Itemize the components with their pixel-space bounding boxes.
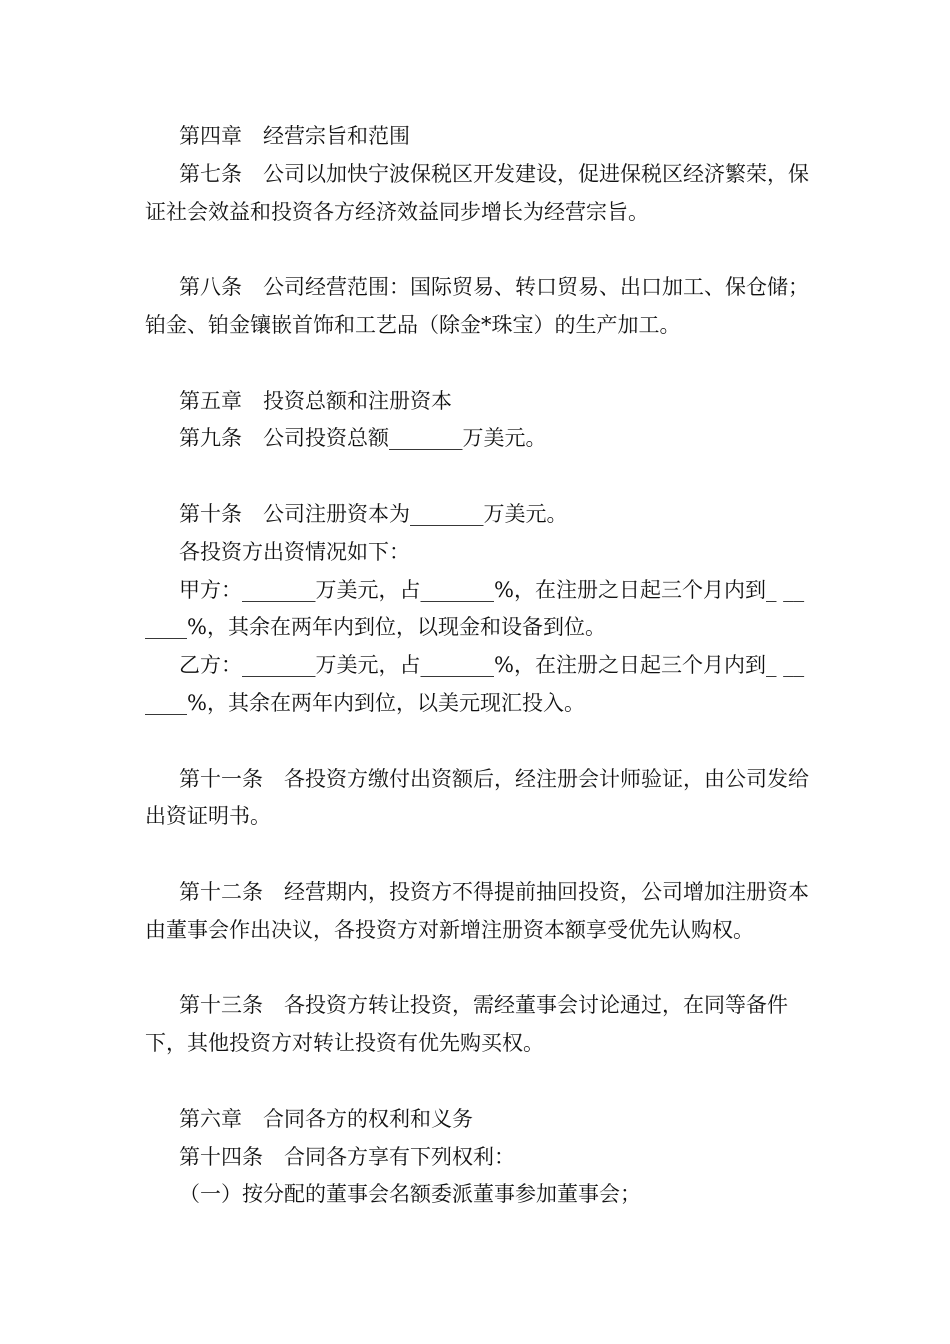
article-11: 第十一条 各投资方缴付出资额后，经注册会计师验证，由公司发给出资证明书。 <box>145 766 809 829</box>
blank-line <box>145 723 810 761</box>
chapter-5-heading: 第五章 投资总额和注册资本 <box>179 388 452 413</box>
blank-line <box>145 231 810 269</box>
right-item-1: （一）按分配的董事会名额委派董事参加董事会； <box>179 1182 641 1207</box>
contribution-intro: 各投资方出资情况如下： <box>179 539 410 564</box>
party-a-contribution: 甲方：_______万美元，占_______%，在注册之日起三个月内到_ ______%，其余在两年内到位，以现金和设备到位。 <box>145 577 805 640</box>
article-12: 第十二条 经营期内，投资方不得提前抽回投资，公司增加注册资本由董事会作出决议，各投资方对新增注册资本额享受优先认购权。 <box>145 879 809 942</box>
article-7: 第七条 公司以加快宁波保税区开发建设，促进保税区经济繁荣，保证社会效益和投资各方经济效益同步增长为经营宗旨。 <box>145 161 809 224</box>
blank-line <box>145 458 810 496</box>
article-10: 第十条 公司注册资本为_______万美元。 <box>179 501 568 526</box>
party-b-contribution: 乙方：_______万美元，占_______%，在注册之日起三个月内到_ ______%，其余在两年内到位，以美元现汇投入。 <box>145 653 805 715</box>
blank-line <box>145 345 810 383</box>
document-body <box>145 118 810 1214</box>
article-14: 第十四条 合同各方享有下列权利： <box>179 1144 515 1169</box>
chapter-4-heading: 第四章 经营宗旨和范围 <box>179 124 410 148</box>
blank-line <box>145 950 810 988</box>
article-9: 第九条 公司投资总额_______万美元。 <box>179 426 547 451</box>
article-13: 第十三条 各投资方转让投资，需经董事会讨论通过，在同等备件下，其他投资方对转让投资有优先购买权。 <box>145 993 788 1056</box>
blank-line <box>145 1063 810 1101</box>
blank-line <box>145 836 810 874</box>
chapter-6-heading: 第六章 合同各方的权利和义务 <box>179 1106 473 1131</box>
article-8: 第八条 公司经营范围：国际贸易、转口贸易、出口加工、保仓储；铂金、铂金镶嵌首饰和工艺品（除金*珠宝）的生产加工。 <box>145 275 809 337</box>
